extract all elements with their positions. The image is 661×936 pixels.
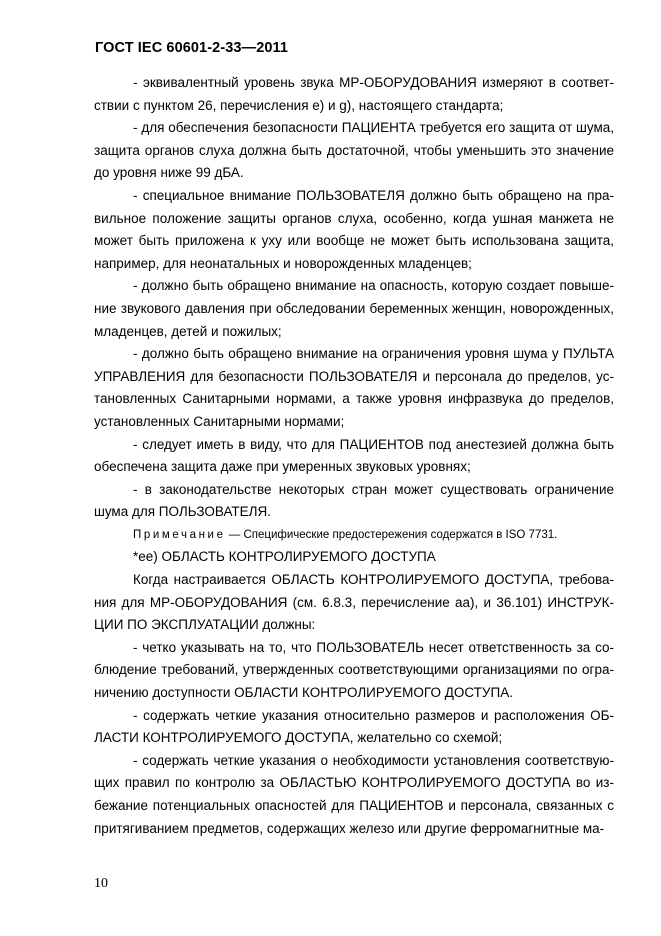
- page-header: [95, 40, 288, 56]
- paragraph-sound-level: - эквивалентный уровень звука МР-ОБОРУДОВАНИЯ измеряют в соответствии с пунктом 26, перечисления е) и g), настоящего стандарта;: [94, 75, 614, 113]
- section-item-responsibility: - четко указывать на то, что ПОЛЬЗОВАТЕЛЬ несет ответственность за соблюдение требований, утвержденных соответствующими организациями по ограничению доступности ОБЛАСТИ КОНТРОЛИРУЕМОГО ДОСТУПА.: [94, 639, 614, 701]
- page-number: 10: [94, 876, 108, 891]
- paragraph-noise-limits: - должно быть обращено внимание на ограничения уровня шума у ПУЛЬТА УПРАВЛЕНИЯ для безопасности ПОЛЬЗОВАТЕЛЯ и персонала до пределов, установленных Санитарными нормами, а также уровня инфразвука до пределов, установленных Санитарными нормами;: [94, 346, 614, 429]
- section-intro: Когда настраивается ОБЛАСТЬ КОНТРОЛИРУЕМОГО ДОСТУПА, требования для МР-ОБОРУДОВАНИЯ (см. 6.8.3, перечисление аа), и 36.101) ИНСТРУКЦИИ ПО ЭКСПЛУАТАЦИИ должны:: [94, 572, 614, 633]
- section-item-rules: - содержать четкие указания о необходимости установления соответствующих правил по контролю за ОБЛАСТЬЮ КОНТРОЛИРУЕМОГО ДОСТУПА во избежание потенциальных опасностей для ПАЦИЕНТОВ и персонала, связанных с притягиванием предметов, содержащих железо или другие ферромагнитные ма-: [94, 752, 614, 836]
- paragraph-anesthesia: - следует иметь в виду, что для ПАЦИЕНТОВ под анестезией должна быть обеспечена защита даже при умеренных звуковых уровнях;: [94, 436, 614, 475]
- standard-designation: ГОСТ IEC 60601-2-33: [95, 40, 242, 56]
- standard-year: 2011: [256, 40, 289, 56]
- section-heading: *ее) ОБЛАСТЬ КОНТРОЛИРУЕМОГО ДОСТУПА: [133, 549, 436, 565]
- paragraph-user-attention: - специальное внимание ПОЛЬЗОВАТЕЛЯ должно быть обращено на правильное положение защиты органов слуха, особенно, когда ушная манжета не может быть приложена к уху или вообще не может быть использована защита, например, для неонатальных и новорожденных младенцев;: [94, 187, 614, 271]
- paragraph-pressure-danger: - должно быть обращено внимание на опасность, которую создает повышение звукового давления при обследовании беременных женщин, новорожденных, младенцев, детей и пожилых;: [94, 278, 614, 339]
- paragraph-legislation: - в законодательстве некоторых стран может существовать ограничение шума для ПОЛЬЗОВАТЕЛЯ.: [94, 481, 614, 520]
- header-dash: —: [241, 40, 257, 56]
- note-label: Примечание: [133, 528, 226, 541]
- note-paragraph: [94, 524, 614, 547]
- note-text: — Специфические предостережения содержатся в ISO 7731.: [225, 528, 558, 541]
- section-item-dimensions: - содержать четкие указания относительно размеров и расположения ОБЛАСТИ КОНТРОЛИРУЕМОГО ДОСТУПА, желательно со схемой;: [94, 707, 614, 746]
- page-body: [94, 72, 614, 840]
- paragraph-patient-protection: - для обеспечения безопасности ПАЦИЕНТА требуется его защита от шума, защита органов слуха должна быть достаточной, чтобы уменьшить это значение до уровня ниже 99 дБА.: [94, 120, 614, 181]
